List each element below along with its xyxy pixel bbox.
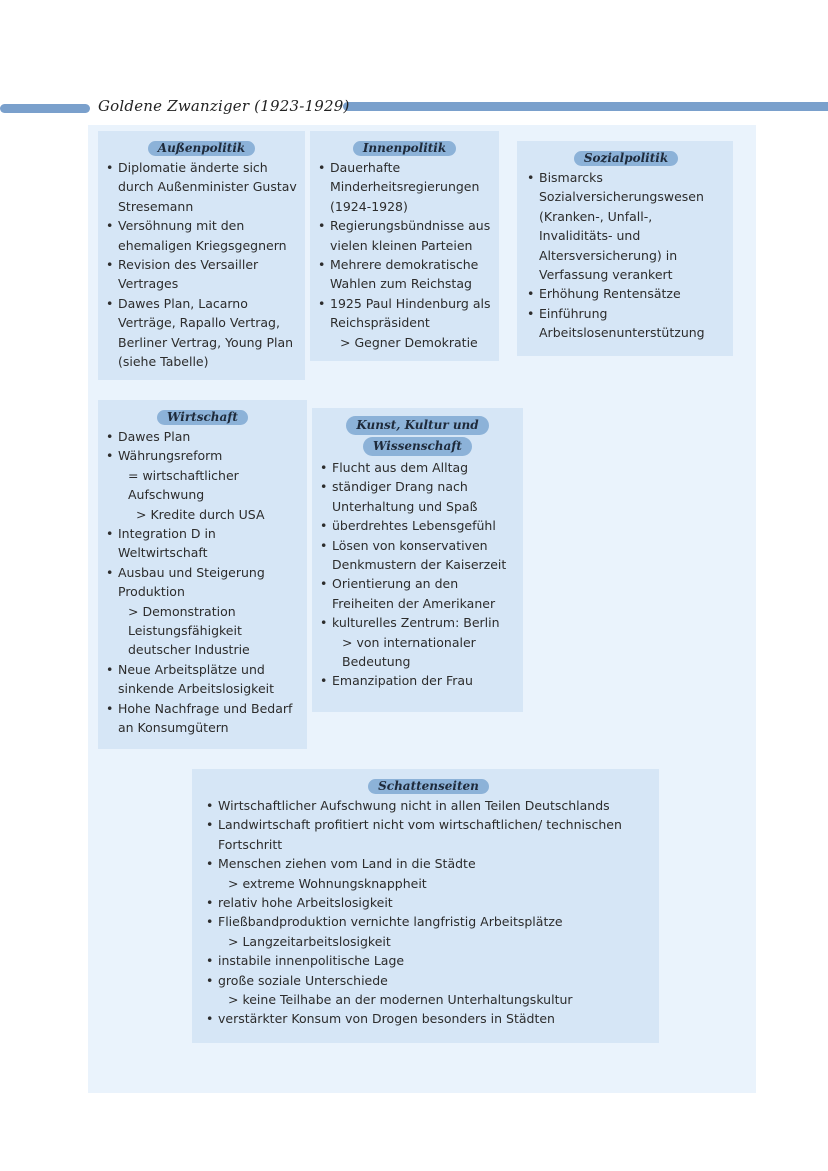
heading-schattenseiten: Schattenseiten bbox=[206, 775, 651, 794]
list-item: > extreme Wohnungsknappheit bbox=[228, 875, 427, 891]
list-item: • Lösen von konservativen Denkmustern der Kaiserzeit bbox=[320, 536, 515, 575]
list-item: > keine Teilhabe an der modernen Unterhaltungskultur bbox=[228, 992, 573, 1008]
list-item: • Fließbandproduktion vernichte langfristig Arbeitsplätze bbox=[206, 912, 651, 931]
list-item: • instabile innenpolitische Lage bbox=[206, 951, 651, 970]
list-item: • Wirtschaftlicher Aufschwung nicht in allen Teilen Deutschlands bbox=[206, 796, 651, 815]
list-item: • Menschen ziehen vom Land in die Städte bbox=[206, 854, 651, 873]
list-item: • überdrehtes Lebensgefühl bbox=[320, 516, 515, 535]
list-sozialpolitik bbox=[527, 168, 725, 343]
list-item: • Landwirtschaft profitiert nicht vom wirtschaftlichen/ technischen Fortschritt bbox=[206, 815, 651, 854]
box-sozialpolitik bbox=[517, 141, 733, 356]
page-title: Goldene Zwanziger (1923-1929) bbox=[98, 97, 350, 115]
list-item: • Versöhnung mit den ehemaligen Kriegsgegnern bbox=[106, 216, 297, 255]
list-item: • relativ hohe Arbeitslosigkeit bbox=[206, 893, 651, 912]
list-item: • Bismarcks Sozialversicherungswesen (Kranken-, Unfall-, Invaliditäts- und Altersversicherung) in Verfassung verankert bbox=[527, 168, 725, 284]
list-item: • Revision des Versailler Vertrages bbox=[106, 255, 297, 294]
list-item: • 1925 Paul Hindenburg als Reichspräsident bbox=[318, 294, 491, 333]
list-item: > Gegner Demokratie bbox=[340, 334, 478, 350]
list-item: • Mehrere demokratische Wahlen zum Reichstag bbox=[318, 255, 491, 294]
list-item: • große soziale Unterschiede bbox=[206, 971, 651, 990]
heading-wirtschaft: Wirtschaft bbox=[106, 406, 299, 425]
title-line-left bbox=[0, 104, 90, 113]
list-schattenseiten bbox=[206, 796, 651, 1029]
list-aussenpolitik bbox=[106, 158, 297, 371]
list-wirtschaft bbox=[106, 427, 299, 738]
list-innenpolitik bbox=[318, 158, 491, 352]
heading-aussenpolitik: Außenpolitik bbox=[106, 137, 297, 156]
list-item: • Erhöhung Rentensätze bbox=[527, 284, 725, 303]
box-innenpolitik bbox=[310, 131, 499, 361]
list-item: • ständiger Drang nach Unterhaltung und Spaß bbox=[320, 477, 515, 516]
box-schattenseiten bbox=[192, 769, 659, 1043]
list-item: • Diplomatie änderte sich durch Außenminister Gustav Stresemann bbox=[106, 158, 297, 216]
box-wirtschaft bbox=[98, 400, 307, 749]
list-item: • Neue Arbeitsplätze und sinkende Arbeitslosigkeit bbox=[106, 660, 299, 699]
box-kunst-kultur bbox=[312, 408, 523, 712]
list-item: • Dauerhafte Minderheitsregierungen (1924-1928) bbox=[318, 158, 491, 216]
list-item: • Dawes Plan, Lacarno Verträge, Rapallo Vertrag, Berliner Vertrag, Young Plan (siehe Tabelle) bbox=[106, 294, 297, 372]
list-item: > Kredite durch USA bbox=[136, 506, 265, 522]
list-item: • kulturelles Zentrum: Berlin bbox=[320, 613, 515, 632]
box-aussenpolitik bbox=[98, 131, 305, 380]
list-item: > Langzeitarbeitslosigkeit bbox=[228, 933, 391, 949]
heading-innenpolitik: Innenpolitik bbox=[318, 137, 491, 156]
list-item: • verstärkter Konsum von Drogen besonders in Städten bbox=[206, 1009, 651, 1028]
list-item: = wirtschaftlicher Aufschwung bbox=[128, 467, 239, 503]
list-item: • Integration D in Weltwirtschaft bbox=[106, 524, 299, 563]
list-item: • Regierungsbündnisse aus vielen kleinen Parteien bbox=[318, 216, 491, 255]
list-item: • Hohe Nachfrage und Bedarf an Konsumgütern bbox=[106, 699, 299, 738]
list-item: • Einführung Arbeitslosenunterstützung bbox=[527, 304, 725, 343]
list-item: • Orientierung an den Freiheiten der Amerikaner bbox=[320, 574, 515, 613]
heading-kunst-kultur: Kunst, Kultur und Wissenschaft bbox=[320, 414, 515, 456]
list-item: • Dawes Plan bbox=[106, 427, 299, 446]
list-item: • Ausbau und Steigerung Produktion bbox=[106, 563, 299, 602]
list-item: • Währungsreform bbox=[106, 446, 299, 465]
heading-sozialpolitik: Sozialpolitik bbox=[527, 147, 725, 166]
list-item: > Demonstration Leistungsfähigkeit deutscher Industrie bbox=[128, 603, 250, 658]
list-item: • Emanzipation der Frau bbox=[320, 671, 515, 690]
title-line-right bbox=[343, 102, 828, 111]
list-item: • Flucht aus dem Alltag bbox=[320, 458, 515, 477]
list-item: > von internationaler Bedeutung bbox=[342, 634, 476, 670]
list-kunst-kultur bbox=[320, 458, 515, 691]
